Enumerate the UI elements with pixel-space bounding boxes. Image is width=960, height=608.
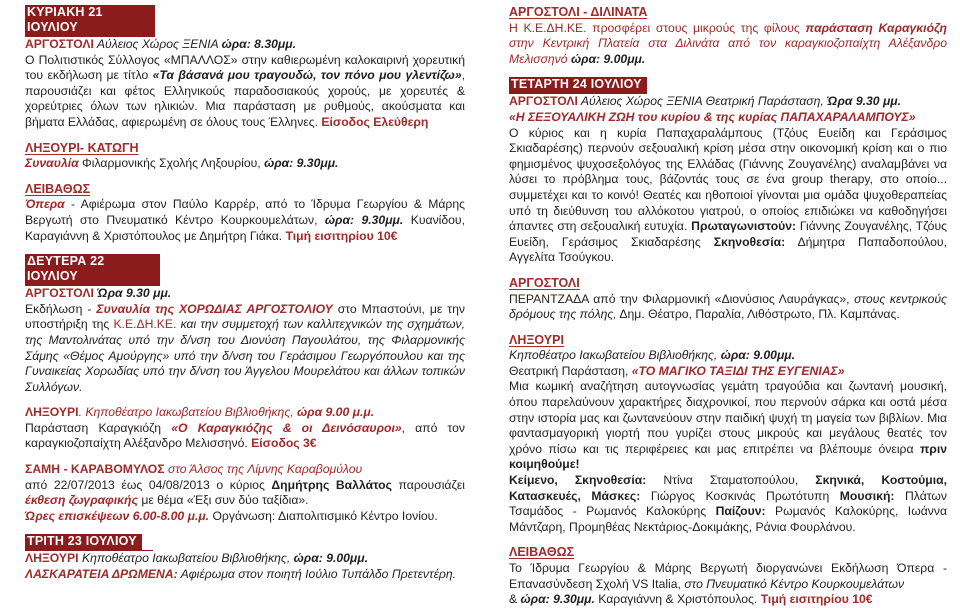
tuesday-text: Αφιέρωμα στον ποιητή Ιούλιο Τυπάλδο Πρετεντέρη. xyxy=(177,567,457,582)
tuesday-event xyxy=(25,551,465,582)
sunday-entry: Είσοδος Ελεύθερη xyxy=(321,114,429,129)
dilinata-text-2: στην Κεντρική Πλατεία στα Διλινάτα από τον καραγκιοζοπαίχτη Αλέξανδρο Μελισσηνό xyxy=(509,36,947,66)
argostoli-text-3: Δημ. Θέατρο, Παραλία, Λιθόστρωτο, Πλ. Καμπάνας. xyxy=(616,307,900,322)
leivathos-right-heading: ΛΕΙΒΑΘΩΣ xyxy=(509,545,575,560)
monday-text-2: στο Μπαστούνι, με την υποστήριξη της xyxy=(25,301,465,332)
lixouri-credit-label-2: Σκηνικά, Κοστούμια, Κατασκευές, Μάσκες: xyxy=(509,473,947,503)
monday-lixouri-time: ώρα 9.00 μ.μ. xyxy=(297,405,375,420)
tuesday-header-label: ΤΡΙΤΗ 23 ΙΟΥΛΙΟΥ xyxy=(25,534,142,550)
sami-text-3: με θέμα «Έξι συν δύο ταξίδια». xyxy=(137,493,309,508)
leivathos-right-ticket: Τιμή εισιτηρίου 10€ xyxy=(760,592,873,607)
leivathos-names: Κυανίδου, Καραγιάννη & Χριστόπουλος με Δημήτρη Γιάκα. xyxy=(25,212,465,243)
wednesday-direction: Δήμητρα Παπαδοπούλου, Αγγελίτα Τσούγκου. xyxy=(509,234,947,265)
lixouri-credit-label-3: Μουσική: xyxy=(839,488,895,503)
lixouri-event-type: Συναυλία xyxy=(25,156,79,171)
dilinata-heading: ΑΡΓΟΣΤΟΛΙ - ΔΙΛΙΝΑΤΑ xyxy=(509,5,648,19)
dilinata-event xyxy=(509,21,947,68)
wednesday-title: «Η ΣΕΞΟΥΑΛΙΚΗ ΖΩΗ του κυρίου & της κυρίας ΠΑΠΑΧΑΡΑΛΑΜΠΟΥΣ» xyxy=(509,109,916,124)
lixouri-credit-3: Πλάτων Τσαμάδος - Ρωμανός Καλοκύρης xyxy=(509,488,947,519)
leivathos-right-time: ώρα: 9.30μμ. xyxy=(520,592,595,607)
sami-text-4: Οργάνωση: Διαπολιτισμικό Κέντρο Ιονίου. xyxy=(209,508,438,523)
monday-lixouri-title: «Ο Καραγκιόζης & οι Δεινόσαυροι» xyxy=(171,420,402,435)
leivathos-event-text: - Αφιέρωμα στον Παύλο Καρρέρ, από το Ίδρυμα Γεωργίου & Μάρης Βεργωτή στο Πνευματικό Κέντρο Κουρκουμελάτων, xyxy=(25,197,465,227)
sami-venue: στο Άλσος της Λίμνης Καραβομύλου xyxy=(164,462,363,477)
monday-lixouri-place: ΛΗΞΟΥΡΙ xyxy=(25,405,79,420)
wednesday-text-1: Ο κύριος και η κυρία Παπαχαραλάμπους (Τζόυς Ευείδη και Γεράσιμος Σκιαδαρέσης) περνούν σεξουαλική κρίση μέσα στην οικονομική κρίση και ο πιο φημισμένος ψυχοσεξολόγος της Ελλάδας (Γιάννης Ζουγανέλης) αναλαμβάνει να λύσει το πρόβλημα τους, βάζοντάς τους σε ένα group therapy, στο οποίο... συμμετέχει και το κοινό! Θεατές και ηθοποιοί γίνονται μια ομάδα ψυχοθεραπείας υπό τη διεύθυνση του αλλόκοτου γιατρού, ο οποίος επιδιώκει να καθοδηγήσει άπαντες στη σεξουαλική ευτυχία. xyxy=(509,125,947,234)
tuesday-title: ΛΑΣΚΑΡΑΤΕΙΑ ΔΡΩΜΕΝΑ: xyxy=(25,567,178,582)
sami-text-1: από 22/07/2013 έως 04/08/2013 ο κύριος xyxy=(25,477,272,492)
monday-lixouri-entry: Είσοδος 3€ xyxy=(251,436,317,451)
monday-event-title: Συναυλία της ΧΟΡΩΔΙΑΣ ΑΡΓΟΣΤΟΛΙΟΥ xyxy=(96,301,333,316)
lixouri-katogi-heading: ΛΗΞΟΥΡΙ- ΚΑΤΩΓΗ xyxy=(25,140,139,155)
sunday-title: «Τα βάσανά μου τραγουδώ, τον πόνο μου γλεντίζω» xyxy=(152,68,462,83)
wednesday-direction-label: Σκηνοθεσία: xyxy=(713,234,786,249)
dilinata-time: ώρα: 9.00μμ. xyxy=(570,51,646,66)
monday-keke: Κ.Ε.ΔΗ.ΚΕ. xyxy=(113,317,177,332)
tuesday-place: ΛΗΞΟΥΡΙ xyxy=(25,551,79,566)
monday-header xyxy=(25,254,160,286)
lixouri-event xyxy=(25,156,465,172)
wednesday-header-label: ΤΕΤΑΡΤΗ 24 ΙΟΥΛΙΟΥ xyxy=(509,77,647,93)
lixouri-event-text: Φιλαρμονικής Σχολής Ληξουρίου, xyxy=(78,156,265,171)
sunday-place: ΑΡΓΟΣΤΟΛΙ xyxy=(25,37,94,51)
lixouri-credit-label-4: Παίζουν: xyxy=(715,504,766,519)
dilinata-text-1: Η Κ.Ε.ΔΗ.ΚΕ. προσφέρει στους μικρούς της φίλους xyxy=(509,20,806,35)
monday-event xyxy=(25,286,465,395)
lixouri-credit-label-1: Κείμενο, Σκηνοθεσία: xyxy=(509,473,647,488)
monday-header-label: ΔΕΥΤΕΡΑ 22 ΙΟΥΛΙΟΥ xyxy=(25,254,160,285)
leivathos-right-text-1: Το Ίδρυμα Γεωργίου & Μάρης Βεργωτή διοργανώνει Εκδήλωση Όπερα - Επανασύνδεση Σ xyxy=(509,561,947,591)
leivathos-ticket: Τιμή εισιτηρίου 10€ xyxy=(285,228,398,243)
tuesday-venue: Κηποθέατρο Ιακωβατείου Βιβλιοθήκης, xyxy=(78,551,294,566)
left-column xyxy=(25,0,465,583)
tuesday-header xyxy=(25,534,153,551)
sunday-header xyxy=(25,5,155,37)
wednesday-venue: Αύλειος Χώρος ΞΕΝΙΑ Θεατρική Παράσταση, xyxy=(577,94,828,109)
lixouri-theatre-event xyxy=(509,348,947,535)
sunday-header-label: ΚΥΡΙΑΚΗ 21 ΙΟΥΛΙΟΥ xyxy=(25,5,155,36)
sunday-venue: Αύλειος Χώρος ΞΕΝΙΑ xyxy=(93,37,222,51)
lixouri-venue: Κηποθέατρο Ιακωβατείου Βιβλιοθήκης, xyxy=(509,348,721,363)
leivathos-heading: ΛΕΙΒΑΘΩΣ xyxy=(25,181,91,196)
leivathos-event-type: Όπερα xyxy=(25,197,65,212)
leivathos-event xyxy=(25,197,465,244)
sunday-event xyxy=(25,37,465,131)
dilinata-event-title: παράσταση Καραγκιόζη xyxy=(805,20,947,35)
tuesday-time: ώρα: 9.00μμ. xyxy=(293,551,368,566)
sunday-time: ώρα: 8.30μμ. xyxy=(221,37,296,51)
lixouri-credit-1: Ντίνα Σταματοπούλου, xyxy=(646,473,816,488)
sami-name: Δημήτρης Βαλλάτος xyxy=(271,477,392,492)
monday-time: Ώρα 9.30 μμ. xyxy=(93,286,172,301)
sami-exhibition: έκθεση ζωγραφικής xyxy=(25,493,138,508)
sunday-text-2: , παρουσιάζει και φέτος Ελληνικούς παραδοσιακούς χορούς, με χορευτές & χορεύτριες όλων των ηλικιών. xyxy=(25,68,465,114)
argostoli-text-2: στους κεντρικούς δρόμους της πόλης, xyxy=(509,291,947,322)
wednesday-place: ΑΡΓΟΣΤΟΛΙ xyxy=(509,94,578,109)
wednesday-header xyxy=(509,77,647,94)
monday-text-1: Εκδήλωση - xyxy=(25,301,97,316)
leivathos-right-text-1b: χολή VS Italia, xyxy=(603,576,685,591)
monday-lixouri-text-2: , από τον καραγκιοζοπαίχτη Αλέξανδρο Μελισσηνό. xyxy=(25,420,466,451)
lixouri-time: ώρα: 9.00μμ. xyxy=(720,348,796,363)
lixouri-event-time: ώρα: 9.30μμ. xyxy=(264,156,339,171)
lixouri-text-1: Θεατρική Παράσταση, xyxy=(509,363,632,378)
sami-place: ΣΑΜΗ - ΚΑΡΑΒΟΜΥΛΟΣ xyxy=(25,462,165,477)
lixouri-title: «ΤΟ ΜΑΓΙΚΟ ΤΑΞΙΔΙ ΤΗΣ ΕΥΓΕΝΙΑΣ» xyxy=(631,363,845,378)
monday-text-3: και την συμμετοχή των καλλιτεχνικών της σχημάτων, της Μαντολινάτας υπό την δ/νση του Διονύση Παγουλάτου, της Φιλαρμονικής Σάμης «Θέμος Αμούργης» υπό την δ/νση του Γεράσιμου Γεωργόπουλου και της Γυναικείας Χορωδίας υπό την δ/νση του Άγγελου Μουρελάτου και άλλων τοπικών Συλλόγων. xyxy=(25,317,465,394)
sami-text-2: παρουσιάζει xyxy=(391,477,465,492)
sami-event xyxy=(25,462,465,524)
lixouri-credit-4: Ρωμανός Καλοκύρης, Ιωάννα Μάντζαρη, Προμηθέας Νεκτάριος-Δοκιμάκης, Ράνια Φουρλάνου. xyxy=(509,504,947,534)
wednesday-event xyxy=(509,94,947,266)
wednesday-cast: Γιάννης Ζουγανέλης, Τζόυς Ευείδη, Γεράσιμος Σκιαδαρέσης xyxy=(509,219,947,249)
lixouri-dream: πριν κοιμηθούμε! xyxy=(509,441,947,472)
lixouri-credit-2: Γιώργος Κοσκινάς Πρωτότυπη xyxy=(640,488,840,503)
leivathos-event-time: ώρα: 9.30μμ. xyxy=(324,212,404,227)
leivathos-right-names: Καραγιάννη & Χριστόπουλος. xyxy=(594,592,761,607)
lixouri-heading: ΛΗΞΟΥΡΙ xyxy=(509,332,564,347)
monday-place: ΑΡΓΟΣΤΟΛΙ xyxy=(25,286,94,301)
leivathos-right-text-2: & xyxy=(509,592,521,607)
wednesday-time: Ώρα 9.30 μμ. xyxy=(827,94,902,109)
monday-lixouri-venue: . Κηποθέατρο Ιακωβατείου Βιβλιοθήκης, xyxy=(78,405,298,420)
sami-hours: Ώρες επισκέψεων 6.00-8.00 μ.μ. xyxy=(25,508,210,523)
monday-lixouri-event xyxy=(25,405,465,452)
argostoli-text-1: ΠΕΡΑΝΤΖΑΔΑ από την Φιλαρμονική «Διονύσιος Λαυράγκας», xyxy=(509,291,855,306)
sunday-text-3: Μια παράσταση με ρυθμούς, ακούσματα και βήματα Ελλάδας, αφιερωμένη σε όλους τους Έλληνες. xyxy=(25,99,465,129)
wednesday-cast-label: Πρωταγωνιστούν: xyxy=(691,219,797,234)
argostoli-heading: ΑΡΓΟΣΤΟΛΙ xyxy=(509,275,580,290)
lixouri-text-2: Μια κωμική αναζήτηση αυτογνωσίας γεμάτη τραγούδια και ζωντανή μουσική, όπου παρελαύνουν χαρακτήρες διαχρονικοί, που περνούν σάρκα και οστά μέσα στην ιστορία μας και ζωντανεύουν στην παιδική ψυχή τη μαγεία των βιβλίων. Μια φαντασμαγορική γιορτή που γυρίζει στους μικρούς και μεγάλους θεατές τον χρόνο πίσω και τις περιφέρειες και μας επιτρέπει να βλέπουμε όνειρα xyxy=(509,379,947,456)
leivathos-right-venue: στο Πνευματικό Κέντρο Κουρκουμελάτων xyxy=(684,576,905,591)
leivathos-right-event xyxy=(509,561,947,608)
monday-lixouri-text-1: Παράσταση Καραγκιόζη xyxy=(25,420,172,435)
right-column xyxy=(509,0,947,608)
argostoli-event xyxy=(509,292,947,323)
sunday-text-1: Ο Πολιτιστικός Σύλλογος «ΜΠΑΛΛΟΣ» στην καθιερωμένη καλοκαιρινή χορευτική του εκδήλωση με τίτλο xyxy=(25,52,465,83)
